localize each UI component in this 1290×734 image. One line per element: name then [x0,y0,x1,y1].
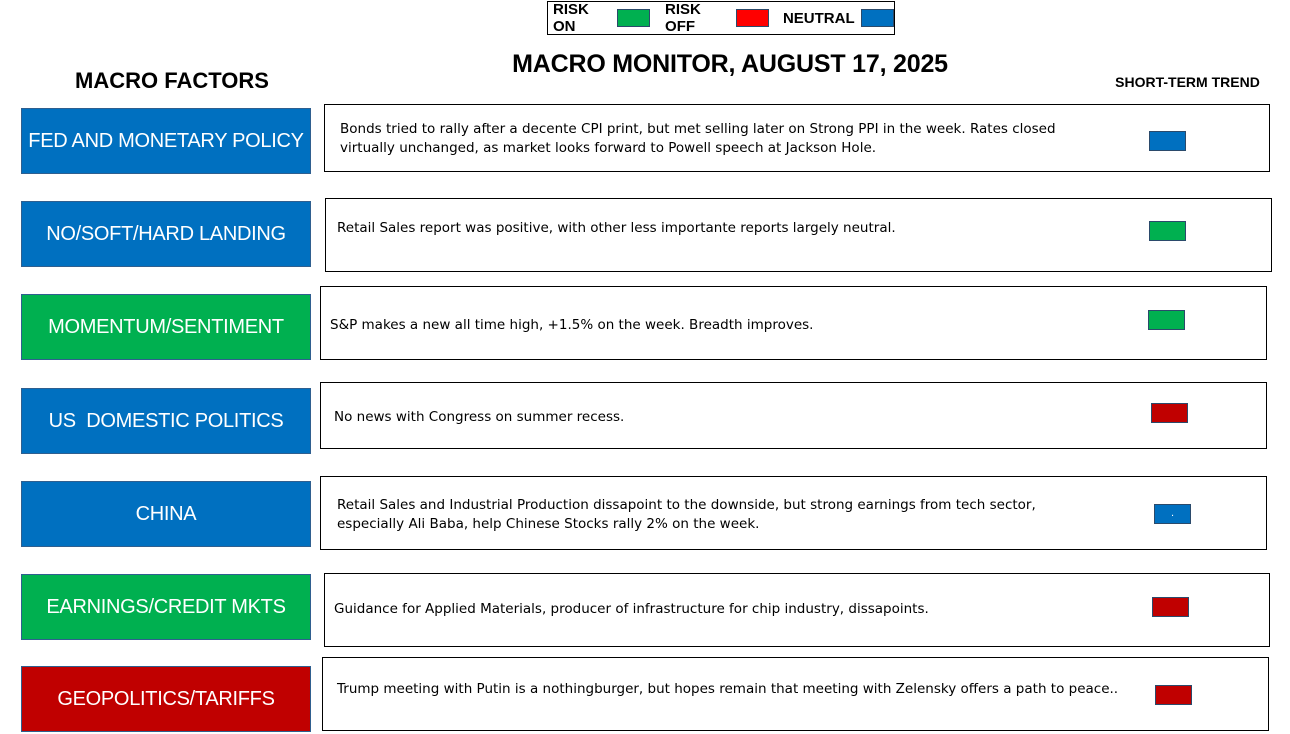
commentary-box [325,198,1272,272]
commentary-text: Retail Sales and Industrial Production dissapoint to the downside, but strong earnings from tech sector, especially Ali Baba, help Chinese Stocks rally 2% on the week. [337,497,1036,532]
trend-indicator: . [1154,504,1191,524]
commentary-text: Retail Sales report was positive, with other less importante reports largely neutral. [337,220,896,236]
factor-label: FED AND MONETARY POLICY [21,108,311,174]
legend-neutral-label: NEUTRAL [782,9,855,27]
commentary-text: Bonds tried to rally after a decente CPI print, but met selling later on Strong PPI in the week. Rates closed virtually unchanged, as market looks forward to Powell speech at Jackson Hole. [340,121,1056,156]
trend-indicator [1155,685,1192,705]
trend-indicator [1149,221,1186,241]
legend [547,1,895,35]
factor-label: EARNINGS/CREDIT MKTS [21,574,311,640]
commentary-box [322,657,1269,731]
legend-risk-on-label: RISK ON [553,1,589,35]
factor-label: GEOPOLITICS/TARIFFS [21,666,311,732]
commentary-box [320,382,1267,449]
commentary-box [324,573,1270,647]
factor-label: CHINA [21,481,311,547]
factor-label: US DOMESTIC POLITICS [21,388,311,454]
commentary-box [320,286,1267,360]
commentary-box [320,476,1267,550]
factor-label: NO/SOFT/HARD LANDING [21,201,311,267]
trend-heading: SHORT-TERM TREND [1115,74,1260,90]
commentary-text: Trump meeting with Putin is a nothingburger, but hopes remain that meeting with Zelensky offers a path to peace.. [337,681,1119,697]
trend-indicator [1148,310,1185,330]
trend-indicator [1151,403,1188,423]
page-title: MACRO MONITOR, AUGUST 17, 2025 [512,50,948,78]
trend-indicator [1149,131,1186,151]
factor-label: MOMENTUM/SENTIMENT [21,294,311,360]
legend-risk-off-swatch [736,9,769,27]
commentary-text: Guidance for Applied Materials, producer of infrastructure for chip industry, dissapoints. [334,601,929,617]
legend-risk-off-label: RISK OFF [665,1,701,35]
commentary-box [324,104,1270,172]
legend-neutral-swatch [861,9,894,27]
legend-risk-on-swatch [617,9,650,27]
commentary-text: S&P makes a new all time high, +1.5% on the week. Breadth improves. [330,317,814,333]
trend-indicator [1152,597,1189,617]
factors-heading: MACRO FACTORS [75,68,269,93]
commentary-text: No news with Congress on summer recess. [334,409,625,425]
